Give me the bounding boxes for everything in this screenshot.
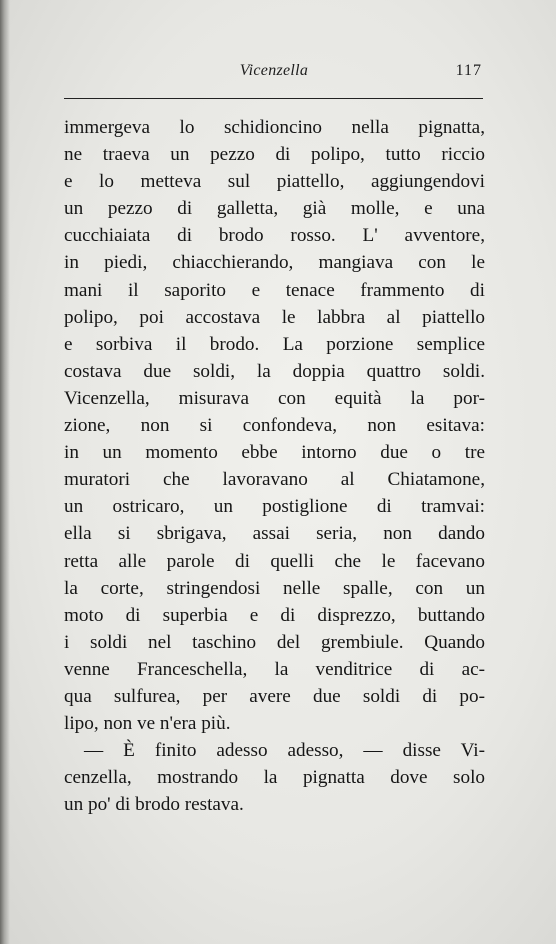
running-title: Vicenzella [239, 62, 309, 79]
text-line: muratori che lavoravano al Chiatamone, [64, 469, 485, 491]
page-spine-shadow [0, 0, 10, 944]
text-line: in un momento ebbe intorno due o tre [64, 442, 485, 464]
text-line: in piedi, chiacchierando, mangiava con le [64, 252, 485, 274]
text-line: costava due soldi, la doppia quattro soldi. [64, 360, 485, 382]
text-line: e lo metteva sul piattello, aggiungendovi [64, 171, 485, 193]
text-line: un po' di brodo restava. [64, 794, 244, 816]
text-line: immergeva lo schidioncino nella pignatta, [64, 117, 485, 138]
text-line: mani il saporito e tenace frammento di [64, 279, 485, 301]
text-line: i soldi nel taschino del grembiule. Quando [64, 631, 485, 653]
text-line: un ostricaro, un postiglione di tramvai: [64, 496, 485, 518]
text-line: ne traeva un pezzo di polipo, tutto riccio [64, 144, 485, 166]
text-line: zione, non si confondeva, non esitava: [64, 415, 485, 437]
text-line: ella si sbrigava, assai seria, non dando [64, 523, 485, 545]
text-line: lipo, non ve n'era più. [64, 713, 231, 735]
text-line: cenzella, mostrando la pignatta dove solo [64, 767, 485, 789]
page-header [64, 56, 484, 86]
text-line: qua sulfurea, per avere due soldi di po- [64, 685, 485, 707]
text-line: retta alle parole di quelli che le facevano [64, 550, 485, 572]
header-rule [64, 98, 483, 99]
text-line: la corte, stringendosi nelle spalle, con un [64, 577, 485, 599]
text-line: Vicenzella, misurava con equità la por- [64, 387, 485, 409]
body-text [64, 114, 485, 818]
text-line: cucchiaiata di brodo rosso. L' avventore, [64, 225, 485, 247]
text-line: un pezzo di galletta, già molle, e una [64, 198, 485, 220]
text-line: — È finito adesso adesso, — disse Vi- [84, 740, 485, 762]
text-line: e sorbiva il brodo. La porzione semplice [64, 333, 485, 355]
text-line: polipo, poi accostava le labbra al piattello [64, 306, 485, 328]
page-number: 117 [455, 62, 482, 79]
text-line: moto di superbia e di disprezzo, buttando [64, 604, 485, 626]
text-line: venne Franceschella, la venditrice di ac- [64, 658, 485, 680]
